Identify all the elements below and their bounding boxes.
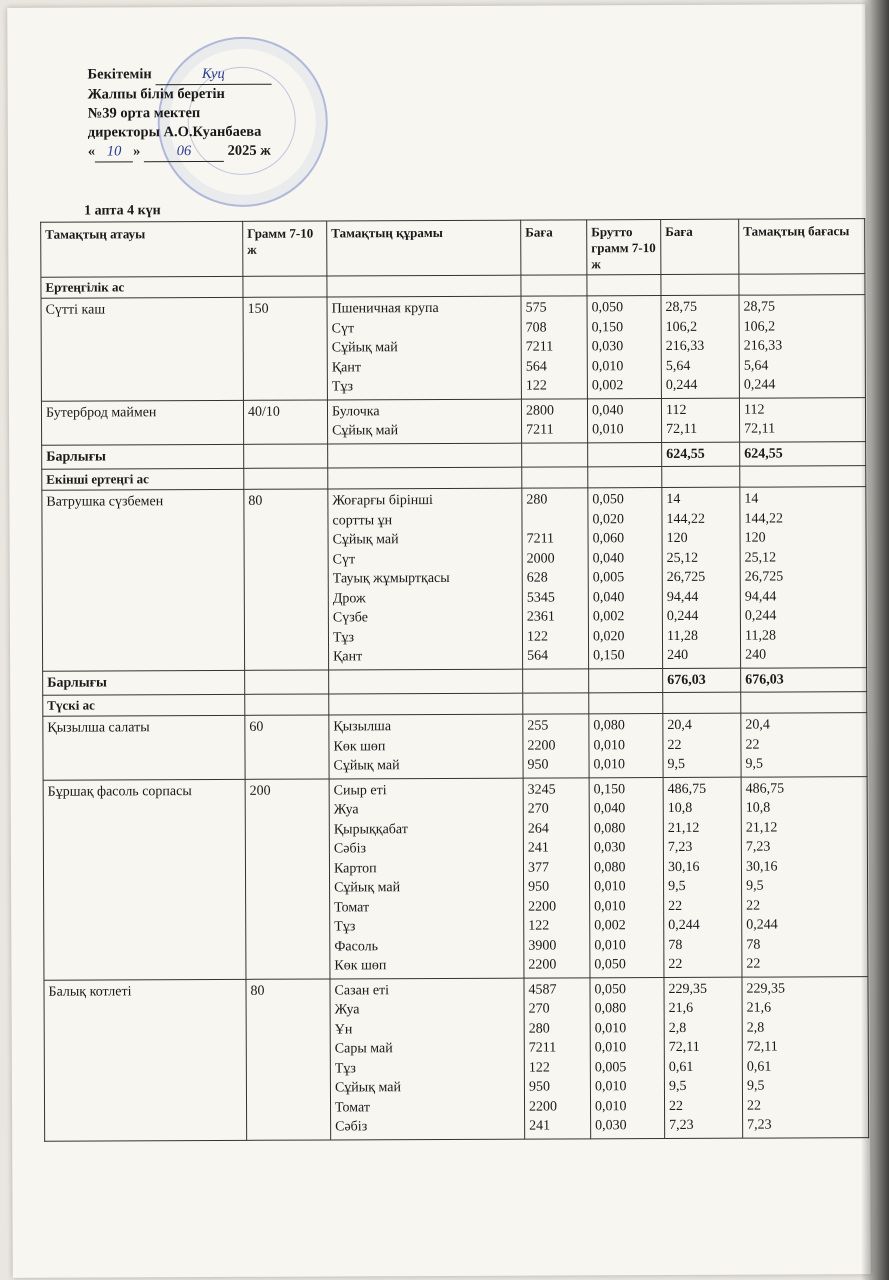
- dish-ingredients-list: [329, 714, 523, 778]
- price-item: [526, 510, 583, 530]
- total-item: 9,5: [746, 878, 764, 894]
- cost-item: 0,244: [665, 377, 698, 394]
- empty-cell: [663, 692, 741, 713]
- ingredients-item: Тұз: [334, 1060, 356, 1076]
- dish-total-list: [739, 295, 865, 398]
- cost-item: 22: [668, 956, 683, 973]
- dish-cost-list: [663, 777, 742, 977]
- total-cost: 624,55: [662, 442, 740, 467]
- price-item: 708: [525, 320, 547, 336]
- brutto-item: 0,010: [593, 757, 626, 773]
- price-item: 122: [528, 918, 550, 934]
- total-item: 216,33: [743, 338, 783, 354]
- total-item: 72,11: [744, 421, 776, 437]
- ingredients-item: Қызылша: [333, 719, 392, 735]
- total-item: 26,725: [744, 569, 784, 585]
- total-item: 94,44: [744, 589, 777, 605]
- menu-table-body: [41, 274, 869, 1141]
- price-item: 2200: [528, 957, 557, 973]
- total-item: 120: [744, 530, 766, 546]
- brutto-item: 0,020: [592, 628, 625, 644]
- cost-item: 30,16: [667, 859, 700, 875]
- price-item: 2361: [526, 609, 555, 625]
- total-item: 10,8: [745, 800, 771, 816]
- brutto-item: 0,150: [593, 781, 626, 797]
- dish-row: [41, 295, 865, 401]
- price-item: 7211: [526, 422, 554, 438]
- dish-total-list: [740, 487, 867, 668]
- empty-cell: [662, 466, 740, 487]
- header-cost: Баға: [661, 219, 739, 274]
- total-item: 14: [744, 491, 759, 507]
- cost-item: 9,5: [667, 756, 686, 773]
- cost-item: 94,44: [666, 589, 699, 605]
- brutto-item: 0,040: [592, 589, 625, 605]
- cost-item: 0,244: [668, 917, 700, 934]
- cost-item: 14: [666, 491, 681, 508]
- total-item: 22: [746, 956, 761, 972]
- approval-date: « 10 » 06 2025 ж: [88, 142, 272, 163]
- total-item: 0,244: [746, 917, 778, 933]
- price-item: 5345: [526, 589, 555, 606]
- empty-cell: [523, 693, 589, 714]
- ingredients-item: Тұз: [332, 629, 355, 645]
- empty-cell: [661, 274, 739, 295]
- empty-cell: [521, 275, 587, 296]
- total-item: 22: [745, 737, 760, 753]
- empty-cell: [328, 443, 522, 468]
- ingredients-item: Пшеничная крупа: [331, 300, 439, 317]
- header-dish-name: Тамақтың атауы: [41, 221, 243, 277]
- section-total-row: [43, 667, 867, 695]
- dish-gram: 150: [243, 297, 327, 400]
- cost-item: 22: [667, 737, 682, 753]
- ingredients-item: Сүт: [332, 551, 356, 567]
- total-item: 22: [746, 1098, 762, 1114]
- brutto-item: 0,010: [592, 422, 624, 438]
- brutto-item: 0,002: [594, 918, 626, 934]
- price-item: 270: [528, 1001, 550, 1017]
- brutto-item: 0,005: [594, 1059, 627, 1075]
- dish-gram: 60: [245, 715, 329, 779]
- brutto-item: 0,030: [595, 1118, 627, 1134]
- price-item: 950: [528, 879, 550, 895]
- dish-row: [43, 776, 868, 980]
- brutto-item: 0,050: [592, 492, 624, 508]
- price-item: 2800: [525, 402, 555, 419]
- empty-cell: [244, 443, 328, 468]
- empty-cell: [588, 442, 662, 467]
- ingredients-item: Сұйық май: [333, 758, 400, 774]
- approval-year: 2025 ж: [227, 142, 271, 159]
- section-title: Түскі ас: [43, 694, 245, 716]
- price-item: 280: [526, 492, 548, 508]
- dish-row: [41, 397, 865, 445]
- brutto-item: 0,010: [594, 1040, 627, 1056]
- total-item: 78: [746, 937, 761, 953]
- brutto-item: 0,010: [591, 358, 624, 374]
- brutto-item: 0,030: [591, 339, 624, 355]
- cost-item: 9,5: [668, 1078, 687, 1095]
- empty-cell: [243, 276, 327, 297]
- total-item: 21,6: [746, 1000, 772, 1016]
- ingredients-item: Томат: [335, 1099, 371, 1115]
- ingredients-item: Фасоль: [334, 938, 379, 954]
- brutto-item: 0,002: [591, 378, 624, 394]
- dish-ingredients-list: [327, 399, 521, 444]
- brutto-item: 0,010: [594, 1098, 627, 1114]
- price-item: 628: [526, 570, 548, 586]
- brutto-item: 0,040: [592, 550, 625, 566]
- price-item: 255: [527, 718, 549, 734]
- header-total: Тамақтың бағасы: [739, 219, 865, 275]
- ingredients-item: Сұйық май: [334, 880, 401, 896]
- director-signature: Куц: [155, 65, 271, 86]
- dish-brutto-list: [589, 714, 663, 778]
- total-item: 0,61: [746, 1059, 772, 1075]
- cost-item: 144,22: [666, 511, 706, 527]
- total-item: 240: [745, 647, 767, 663]
- price-item: 950: [527, 757, 549, 773]
- total-item: 9,5: [745, 756, 764, 772]
- dish-total-list: [739, 397, 865, 442]
- ingredients-item: Жуа: [334, 1002, 360, 1018]
- ingredients-item: Сазан еті: [334, 982, 390, 998]
- dish-row: [43, 713, 867, 780]
- price-item: 122: [526, 629, 549, 645]
- brutto-item: 0,010: [593, 737, 625, 753]
- total-item: 0,244: [744, 608, 777, 624]
- brutto-item: 0,020: [592, 511, 625, 527]
- cost-item: 22: [668, 1098, 684, 1114]
- ingredients-item: Сұйық май: [331, 340, 398, 356]
- dish-name: Бутерброд маймен: [41, 400, 243, 445]
- total-label: Барлығы: [43, 670, 245, 695]
- total-item: 5,64: [743, 358, 769, 374]
- ingredients-item: Тұз: [334, 919, 356, 935]
- ingredients-item: Сұйық май: [332, 423, 399, 439]
- price-item: 2200: [527, 737, 556, 754]
- cost-item: 7,23: [667, 839, 693, 856]
- brutto-item: 0,010: [594, 1079, 627, 1095]
- ingredients-item: Жуа: [333, 802, 359, 818]
- header-price: Баға: [521, 220, 587, 275]
- total-item: 2,8: [746, 1020, 765, 1036]
- ingredients-item: Көк шөп: [333, 738, 386, 754]
- empty-cell: [329, 669, 523, 694]
- brutto-item: 0,150: [593, 648, 625, 664]
- brutto-item: 0,010: [594, 879, 626, 895]
- dish-brutto-list: [588, 488, 663, 669]
- dish-gram: 80: [246, 978, 331, 1139]
- brutto-item: 0,150: [591, 319, 624, 335]
- dish-name: Қызылша салаты: [43, 715, 245, 779]
- ingredients-item: Ұн: [334, 1021, 353, 1037]
- approval-line-1: [87, 65, 271, 86]
- brutto-item: 0,010: [594, 898, 626, 914]
- cost-item: 120: [666, 530, 688, 547]
- header-ingredients: Тамақтың құрамы: [327, 220, 521, 276]
- brutto-item: 0,005: [592, 570, 625, 586]
- dish-price-list: [524, 977, 591, 1138]
- price-item: 7211: [528, 1040, 557, 1056]
- empty-cell: [740, 466, 866, 488]
- brutto-item: 0,050: [594, 981, 627, 997]
- ingredients-item: Сиыр еті: [333, 782, 387, 798]
- approval-line-3: №39 орта мектеп: [87, 105, 201, 122]
- cost-item: 0,244: [666, 608, 699, 625]
- empty-cell: [327, 275, 521, 297]
- cost-item: 25,12: [666, 550, 699, 566]
- total-label: Барлығы: [42, 444, 244, 469]
- dish-name: Бұршақ фасоль сорпасы: [43, 779, 246, 980]
- ingredients-item: Дрож: [332, 590, 366, 606]
- ingredients-item: Сүт: [331, 320, 355, 336]
- menu-table: [40, 218, 869, 1141]
- brutto-item: 0,080: [593, 859, 626, 875]
- price-item: 264: [527, 821, 549, 837]
- empty-cell: [329, 693, 523, 715]
- brutto-item: 0,002: [592, 609, 625, 625]
- total-item: 11,28: [744, 628, 776, 644]
- total-sum: 624,55: [740, 441, 866, 466]
- price-item: 564: [525, 359, 547, 375]
- dish-row: [42, 487, 867, 671]
- empty-cell: [589, 693, 663, 714]
- approval-line-2: Жалпы білім беретін: [87, 85, 225, 103]
- cost-item: 26,725: [666, 569, 706, 586]
- cost-item: 9,5: [668, 878, 686, 895]
- dish-gram: 200: [245, 778, 330, 978]
- cost-item: 486,75: [667, 781, 707, 797]
- empty-cell: [245, 694, 329, 715]
- ingredients-item: Картоп: [333, 860, 377, 876]
- section-title: Екінші ертеңгі ас: [42, 468, 244, 490]
- price-item: 122: [525, 378, 547, 394]
- price-item: 4587: [528, 981, 557, 998]
- total-item: 25,12: [744, 550, 777, 566]
- dish-cost-list: [664, 977, 743, 1138]
- dish-row: [44, 976, 869, 1141]
- dish-total-list: [741, 776, 868, 977]
- cost-item: 229,35: [668, 981, 708, 997]
- brutto-item: 0,080: [593, 820, 626, 836]
- approval-line-4: директоры А.О.Куанбаева: [87, 123, 262, 141]
- price-item: 3900: [528, 937, 557, 954]
- price-item: 270: [527, 801, 549, 817]
- price-item: 377: [527, 860, 550, 876]
- ingredients-item: Томат: [334, 899, 370, 915]
- price-item: 2200: [528, 1098, 558, 1115]
- menu-table-header: [41, 219, 865, 278]
- empty-cell: [587, 275, 661, 296]
- price-item: 575: [525, 300, 547, 316]
- price-item: 241: [527, 840, 549, 856]
- total-item: 7,23: [747, 1117, 772, 1133]
- total-item: 0,244: [743, 377, 776, 393]
- ingredients-item: Сәбіз: [335, 1119, 368, 1135]
- approval-day: 10: [95, 142, 133, 162]
- price-item: 2200: [528, 898, 557, 915]
- total-item: 30,16: [745, 859, 778, 875]
- dish-cost-list: [661, 295, 739, 398]
- section-total-row: [42, 441, 866, 469]
- cost-item: 0,61: [668, 1059, 694, 1075]
- dish-name: Ватрушка сүзбемен: [42, 489, 245, 670]
- cost-item: 112: [665, 402, 687, 418]
- total-item: 106,2: [743, 319, 776, 335]
- ingredients-item: Қырыққабат: [333, 821, 408, 837]
- empty-cell: [245, 669, 329, 694]
- brutto-item: 0,040: [591, 402, 624, 418]
- ingredients-item: Тұз: [331, 379, 354, 395]
- dish-price-list: [523, 777, 590, 977]
- approval-month: 06: [144, 142, 224, 162]
- dish-cost-list: [662, 487, 741, 668]
- dish-gram: 80: [244, 489, 329, 670]
- dish-price-list: [521, 398, 587, 442]
- empty-cell: [522, 467, 588, 488]
- total-item: 22: [746, 898, 761, 914]
- price-item: 3245: [527, 781, 556, 798]
- ingredients-item: Булочка: [331, 403, 380, 419]
- ingredients-item: Сәбіз: [333, 841, 367, 857]
- paper-sheet: [7, 4, 871, 1278]
- cost-item: 20,4: [667, 717, 692, 734]
- ingredients-item: Қант: [333, 649, 363, 665]
- empty-cell: [741, 692, 867, 714]
- cost-item: 106,2: [665, 319, 698, 335]
- total-cost: 676,03: [663, 668, 741, 693]
- ingredients-item: сортты ұн: [332, 512, 393, 528]
- total-item: 9,5: [746, 1078, 765, 1094]
- dish-brutto-list: [589, 777, 664, 977]
- dish-price-list: [523, 714, 589, 778]
- dish-price-list: [521, 296, 587, 399]
- empty-cell: [244, 468, 328, 489]
- total-item: 112: [743, 402, 765, 418]
- price-item: 241: [529, 1118, 551, 1134]
- header-gram: Грамм 7-10 ж: [243, 221, 327, 276]
- brutto-item: 0,010: [594, 1020, 627, 1036]
- dish-ingredients-list: [327, 296, 521, 399]
- ingredients-item: Қант: [331, 359, 362, 375]
- empty-cell: [328, 467, 522, 489]
- section-title: Ертеңгілік ас: [41, 276, 243, 298]
- brutto-item: 0,050: [591, 300, 624, 316]
- brutto-item: 0,040: [593, 801, 626, 817]
- total-item: 28,75: [743, 299, 776, 315]
- price-item: 2000: [526, 550, 555, 567]
- cost-item: 21,6: [668, 1000, 694, 1017]
- ingredients-item: Сары май: [334, 1041, 393, 1057]
- header-brutto: Брутто грамм 7-10 ж: [587, 220, 661, 275]
- dish-gram: 40/10: [243, 399, 327, 443]
- ingredients-item: Сұйық май: [332, 532, 399, 548]
- cost-item: 10,8: [667, 800, 693, 817]
- brutto-item: 0,050: [594, 957, 626, 973]
- cost-item: 22: [668, 898, 683, 914]
- approval-title: Бекітемін: [87, 66, 152, 83]
- empty-cell: [588, 467, 662, 488]
- total-item: 7,23: [745, 839, 771, 855]
- cost-item: 7,23: [669, 1117, 694, 1134]
- dish-brutto-list: [587, 296, 661, 399]
- cost-item: 5,64: [665, 358, 691, 374]
- cost-item: 78: [668, 937, 683, 953]
- total-item: 486,75: [745, 780, 785, 797]
- dish-cost-list: [661, 398, 739, 442]
- dish-cost-list: [663, 713, 741, 777]
- cost-item: 21,12: [667, 820, 700, 836]
- week-day-label: 1 апта 4 күн: [84, 203, 161, 219]
- dish-brutto-list: [590, 977, 665, 1138]
- page-edge-shadow: [861, 0, 889, 1280]
- dish-ingredients-list: [328, 488, 523, 669]
- total-item: 20,4: [745, 717, 770, 733]
- brutto-item: 0,080: [593, 718, 625, 734]
- empty-cell: [522, 442, 588, 467]
- total-item: 229,35: [746, 980, 786, 997]
- ingredients-item: Көк шөп: [334, 958, 387, 974]
- price-item: 122: [528, 1060, 550, 1076]
- dish-name: Балық котлеті: [44, 979, 247, 1141]
- ingredients-item: Жоғарғы бірінші: [332, 493, 433, 509]
- total-item: 21,12: [745, 820, 778, 836]
- ingredients-item: Сұйық май: [334, 1080, 401, 1096]
- brutto-item: 0,030: [593, 840, 626, 856]
- empty-cell: [739, 274, 865, 296]
- ingredients-item: Тауық жұмыртқасы: [332, 570, 450, 587]
- brutto-item: 0,080: [594, 1001, 627, 1017]
- price-item: 950: [528, 1079, 550, 1095]
- dish-ingredients-list: [330, 978, 525, 1140]
- brutto-item: 0,010: [594, 937, 626, 953]
- ingredients-item: Сүзбе: [332, 610, 368, 626]
- price-item: 280: [528, 1021, 550, 1037]
- total-sum: 676,03: [741, 667, 867, 692]
- cost-item: 28,75: [665, 299, 698, 316]
- dish-total-list: [741, 713, 867, 777]
- empty-cell: [589, 668, 663, 693]
- dish-name: Сүтті каш: [41, 297, 243, 400]
- cost-item: 240: [667, 647, 689, 664]
- cost-item: 2,8: [668, 1020, 687, 1036]
- price-item: 7211: [525, 339, 554, 355]
- dish-brutto-list: [587, 398, 661, 442]
- approval-block: [87, 65, 271, 163]
- dish-total-list: [742, 976, 869, 1138]
- dish-price-list: [522, 488, 589, 669]
- empty-cell: [523, 668, 589, 693]
- total-item: 144,22: [744, 510, 784, 527]
- total-item: 72,11: [746, 1039, 778, 1055]
- cost-item: 11,28: [666, 628, 698, 644]
- price-item: 7211: [526, 531, 555, 547]
- cost-item: 72,11: [668, 1039, 700, 1056]
- cost-item: 216,33: [665, 338, 705, 355]
- dish-ingredients-list: [329, 778, 524, 979]
- price-item: 564: [527, 648, 549, 664]
- cost-item: 72,11: [666, 421, 698, 438]
- brutto-item: 0,060: [592, 531, 625, 547]
